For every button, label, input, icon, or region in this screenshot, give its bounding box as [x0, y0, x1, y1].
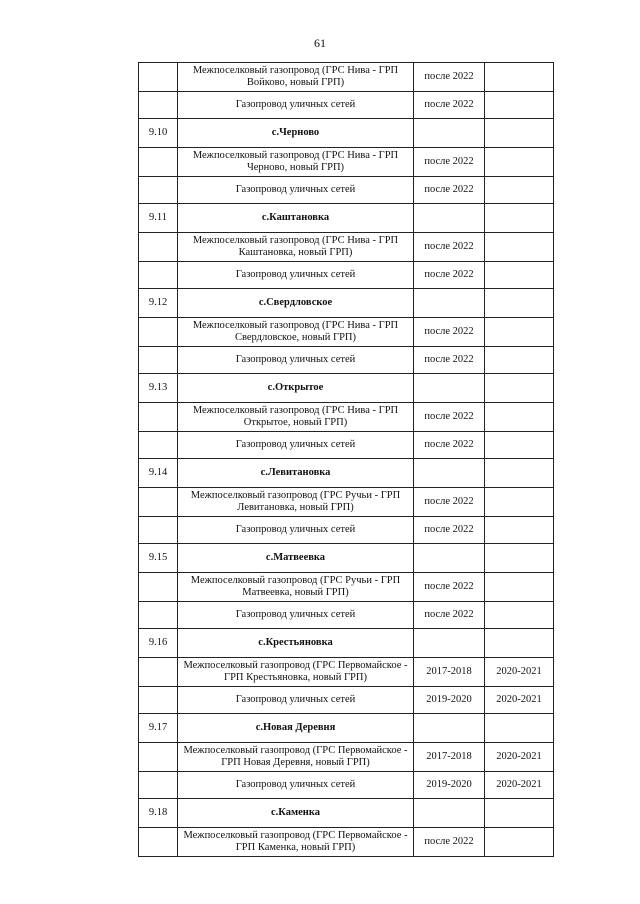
object-name-cell: Газопровод уличных сетей: [178, 92, 414, 119]
end-period-cell: 2020-2021: [485, 772, 554, 799]
object-name-cell: Межпоселковый газопровод (ГРС Нива - ГРП Каштановка, новый ГРП): [178, 233, 414, 262]
table-row: [139, 92, 554, 119]
row-number-cell: 9.18: [139, 799, 178, 828]
start-period-cell: после 2022: [414, 262, 485, 289]
village-header-row: [139, 799, 554, 828]
village-header-row: [139, 629, 554, 658]
end-period-cell: [485, 799, 554, 828]
row-number-cell: [139, 92, 178, 119]
end-period-cell: [485, 544, 554, 573]
row-number-cell: 9.17: [139, 714, 178, 743]
table-row: [139, 347, 554, 374]
object-name-cell: Межпоселковый газопровод (ГРС Первомайское - ГРП Новая Деревня, новый ГРП): [178, 743, 414, 772]
row-number-cell: [139, 432, 178, 459]
start-period-cell: [414, 799, 485, 828]
village-name-cell: с.Левитановка: [178, 459, 414, 488]
village-name-cell: с.Крестьяновка: [178, 629, 414, 658]
village-name-cell: с.Новая Деревня: [178, 714, 414, 743]
village-header-row: [139, 289, 554, 318]
row-number-cell: [139, 177, 178, 204]
start-period-cell: 2019-2020: [414, 687, 485, 714]
start-period-cell: после 2022: [414, 92, 485, 119]
start-period-cell: после 2022: [414, 828, 485, 857]
start-period-cell: после 2022: [414, 403, 485, 432]
row-number-cell: [139, 828, 178, 857]
table-row: [139, 488, 554, 517]
object-name-cell: Межпоселковый газопровод (ГРС Ручьи - ГРП Матвеевка, новый ГРП): [178, 573, 414, 602]
table-row: [139, 63, 554, 92]
row-number-cell: 9.13: [139, 374, 178, 403]
row-number-cell: [139, 488, 178, 517]
start-period-cell: [414, 119, 485, 148]
start-period-cell: 2017-2018: [414, 743, 485, 772]
village-name-cell: с.Открытое: [178, 374, 414, 403]
start-period-cell: [414, 714, 485, 743]
object-name-cell: Газопровод уличных сетей: [178, 177, 414, 204]
table-row: [139, 432, 554, 459]
end-period-cell: [485, 63, 554, 92]
start-period-cell: [414, 544, 485, 573]
object-name-cell: Газопровод уличных сетей: [178, 262, 414, 289]
row-number-cell: [139, 687, 178, 714]
row-number-cell: [139, 148, 178, 177]
end-period-cell: [485, 517, 554, 544]
table-row: [139, 177, 554, 204]
end-period-cell: [485, 119, 554, 148]
start-period-cell: после 2022: [414, 233, 485, 262]
table-row: [139, 573, 554, 602]
row-number-cell: 9.15: [139, 544, 178, 573]
table-row: [139, 658, 554, 687]
table-row: [139, 743, 554, 772]
row-number-cell: [139, 772, 178, 799]
village-name-cell: с.Матвеевка: [178, 544, 414, 573]
table-row: [139, 602, 554, 629]
end-period-cell: 2020-2021: [485, 687, 554, 714]
village-header-row: [139, 204, 554, 233]
table-row: [139, 233, 554, 262]
village-name-cell: с.Каштановка: [178, 204, 414, 233]
end-period-cell: [485, 828, 554, 857]
start-period-cell: [414, 374, 485, 403]
object-name-cell: Газопровод уличных сетей: [178, 347, 414, 374]
start-period-cell: [414, 204, 485, 233]
village-header-row: [139, 374, 554, 403]
start-period-cell: после 2022: [414, 517, 485, 544]
end-period-cell: [485, 177, 554, 204]
start-period-cell: после 2022: [414, 177, 485, 204]
village-header-row: [139, 714, 554, 743]
end-period-cell: [485, 233, 554, 262]
table-row: [139, 828, 554, 857]
start-period-cell: после 2022: [414, 602, 485, 629]
row-number-cell: 9.12: [139, 289, 178, 318]
end-period-cell: [485, 204, 554, 233]
row-number-cell: [139, 658, 178, 687]
object-name-cell: Газопровод уличных сетей: [178, 602, 414, 629]
end-period-cell: [485, 432, 554, 459]
end-period-cell: [485, 602, 554, 629]
object-name-cell: Межпоселковый газопровод (ГРС Первомайское - ГРП Крестьяновка, новый ГРП): [178, 658, 414, 687]
start-period-cell: [414, 289, 485, 318]
village-name-cell: с.Черново: [178, 119, 414, 148]
start-period-cell: после 2022: [414, 63, 485, 92]
object-name-cell: Газопровод уличных сетей: [178, 517, 414, 544]
end-period-cell: [485, 459, 554, 488]
object-name-cell: Газопровод уличных сетей: [178, 772, 414, 799]
end-period-cell: [485, 403, 554, 432]
end-period-cell: 2020-2021: [485, 658, 554, 687]
row-number-cell: 9.11: [139, 204, 178, 233]
village-header-row: [139, 119, 554, 148]
page-number: 61: [314, 36, 326, 50]
end-period-cell: [485, 374, 554, 403]
village-name-cell: с.Каменка: [178, 799, 414, 828]
table-row: [139, 403, 554, 432]
table-row: [139, 148, 554, 177]
row-number-cell: 9.14: [139, 459, 178, 488]
table-row: [139, 687, 554, 714]
object-name-cell: Межпоселковый газопровод (ГРС Первомайское - ГРП Каменка, новый ГРП): [178, 828, 414, 857]
table-row: [139, 517, 554, 544]
object-name-cell: Межпоселковый газопровод (ГРС Нива - ГРП Свердловское, новый ГРП): [178, 318, 414, 347]
end-period-cell: [485, 488, 554, 517]
end-period-cell: [485, 629, 554, 658]
row-number-cell: [139, 403, 178, 432]
row-number-cell: [139, 63, 178, 92]
village-header-row: [139, 544, 554, 573]
row-number-cell: [139, 318, 178, 347]
village-header-row: [139, 459, 554, 488]
row-number-cell: [139, 743, 178, 772]
row-number-cell: 9.16: [139, 629, 178, 658]
start-period-cell: после 2022: [414, 573, 485, 602]
object-name-cell: Газопровод уличных сетей: [178, 432, 414, 459]
row-number-cell: 9.10: [139, 119, 178, 148]
row-number-cell: [139, 262, 178, 289]
end-period-cell: [485, 318, 554, 347]
village-name-cell: с.Свердловское: [178, 289, 414, 318]
table-body: [139, 63, 554, 857]
row-number-cell: [139, 347, 178, 374]
row-number-cell: [139, 602, 178, 629]
object-name-cell: Межпоселковый газопровод (ГРС Нива - ГРП Войково, новый ГРП): [178, 63, 414, 92]
end-period-cell: [485, 714, 554, 743]
start-period-cell: [414, 459, 485, 488]
start-period-cell: 2017-2018: [414, 658, 485, 687]
end-period-cell: [485, 262, 554, 289]
end-period-cell: [485, 573, 554, 602]
start-period-cell: после 2022: [414, 432, 485, 459]
end-period-cell: [485, 148, 554, 177]
end-period-cell: [485, 347, 554, 374]
end-period-cell: 2020-2021: [485, 743, 554, 772]
start-period-cell: после 2022: [414, 488, 485, 517]
row-number-cell: [139, 233, 178, 262]
object-name-cell: Газопровод уличных сетей: [178, 687, 414, 714]
object-name-cell: Межпоселковый газопровод (ГРС Ручьи - ГРП Левитановка, новый ГРП): [178, 488, 414, 517]
gasification-plan-table: [138, 62, 554, 857]
table-row: [139, 262, 554, 289]
object-name-cell: Межпоселковый газопровод (ГРС Нива - ГРП Открытое, новый ГРП): [178, 403, 414, 432]
end-period-cell: [485, 289, 554, 318]
start-period-cell: [414, 629, 485, 658]
start-period-cell: после 2022: [414, 318, 485, 347]
table-row: [139, 318, 554, 347]
row-number-cell: [139, 517, 178, 544]
object-name-cell: Межпоселковый газопровод (ГРС Нива - ГРП Черново, новый ГРП): [178, 148, 414, 177]
start-period-cell: после 2022: [414, 347, 485, 374]
end-period-cell: [485, 92, 554, 119]
start-period-cell: 2019-2020: [414, 772, 485, 799]
row-number-cell: [139, 573, 178, 602]
start-period-cell: после 2022: [414, 148, 485, 177]
table-row: [139, 772, 554, 799]
